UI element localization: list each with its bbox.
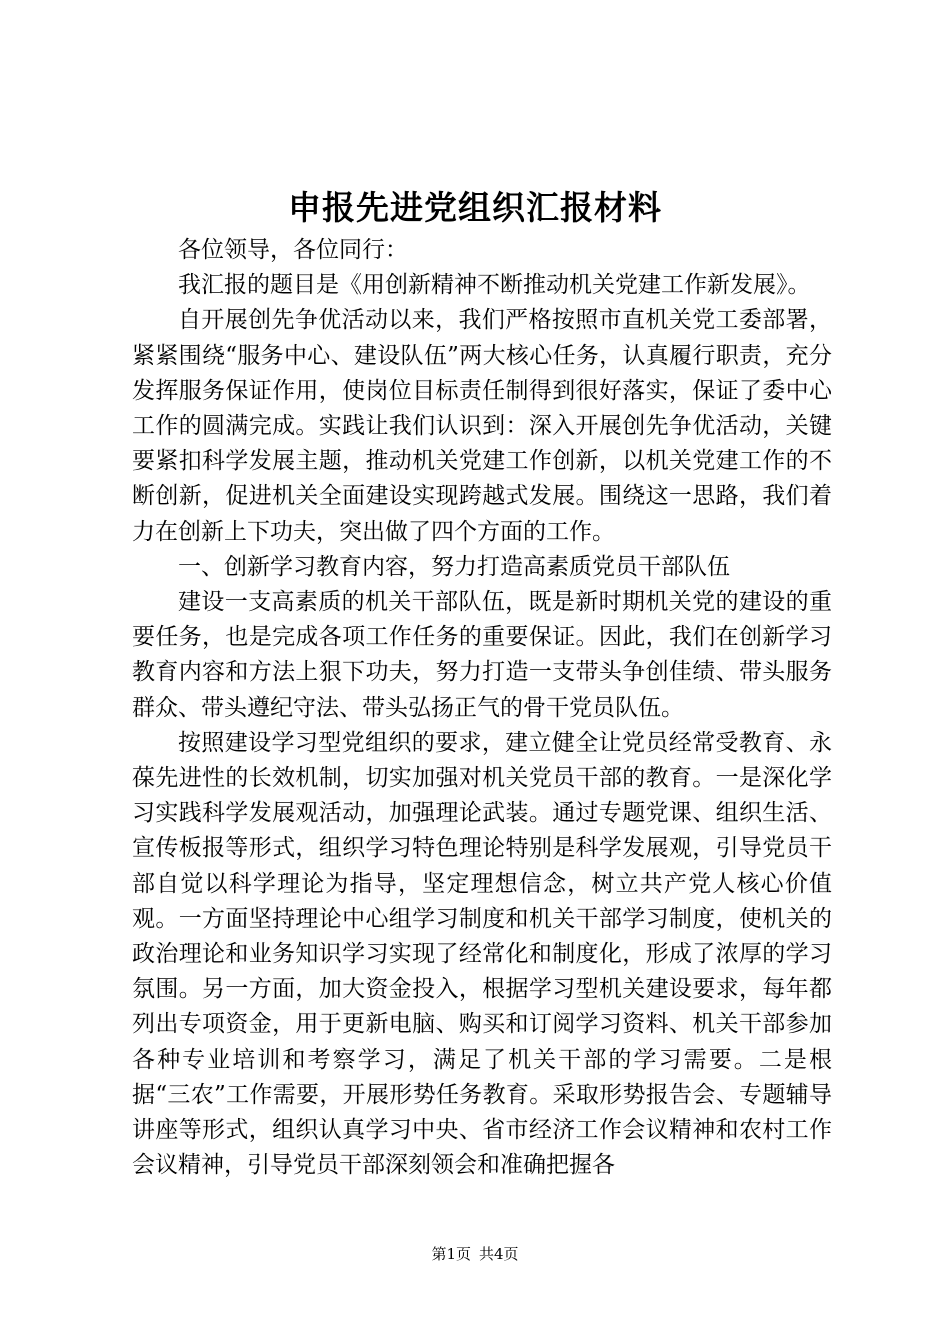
section-heading: 一、创新学习教育内容，努力打造高素质党员干部队伍 [178, 553, 730, 580]
salutation-paragraph: 各位领导，各位同行： [178, 237, 408, 263]
document-body [132, 233, 832, 1183]
intro-paragraph: 自开展创先争优活动以来，我们严格按照市直机关党工委部署，紧紧围绕“服务中心、建设队伍”两大核心任务，认真履行职责，充分发挥服务保证作用，使岗位目标责任制得到很好落实，保证了委中心工作的圆满完成。实践让我们认识到：深入开展创先争优活动，关键要紧扣科学发展主题，推动机关党建工作创新，以机关党建工作的不断创新，促进机关全面建设实现跨越式发展。围绕这一思路，我们着力在创新上下功夫，突出做了四个方面的工作。 [132, 307, 832, 545]
report-topic-paragraph: 我汇报的题目是《用创新精神不断推动机关党建工作新发展》。 [178, 272, 811, 299]
document-title: 申报先进党组织汇报材料 [288, 188, 662, 227]
body-paragraph: 建设一支高素质的机关干部队伍，既是新时期机关党的建设的重要任务，也是完成各项工作任务的重要保证。因此，我们在创新学习教育内容和方法上狠下功夫，努力打造一支带头争创佳绩、带头服务群众、带头遵纪守法、带头弘扬正气的骨干党员队伍。 [132, 589, 832, 721]
page-total: 共4页 [479, 1245, 519, 1263]
page-footer [0, 1243, 950, 1265]
page-number: 第1页 [431, 1245, 471, 1263]
body-paragraph: 按照建设学习型党组织的要求，建立健全让党员经常受教育、永葆先进性的长效机制，切实加强对机关党员干部的教育。一是深化学习实践科学发展观活动，加强理论武装。通过专题党课、组织生活、宣传板报等形式，组织学习特色理论特别是科学发展观，引导党员干部自觉以科学理论为指导，坚定理想信念，树立共产党人核心价值观。一方面坚持理论中心组学习制度和机关干部学习制度，使机关的政治理论和业务知识学习实现了经常化和制度化，形成了浓厚的学习氛围。另一方面，加大资金投入，根据学习型机关建设要求，每年都列出专项资金，用于更新电脑、购买和订阅学习资料、机关干部参加各种专业培训和考察学习，满足了机关干部的学习需要。二是根据“三农”工作需要，开展形势任务教育。采取形势报告会、专题辅导讲座等形式，组织认真学习中央、省市经济工作会议精神和农村工作会议精神，引导党员干部深刻领会和准确把握各 [132, 729, 832, 1179]
